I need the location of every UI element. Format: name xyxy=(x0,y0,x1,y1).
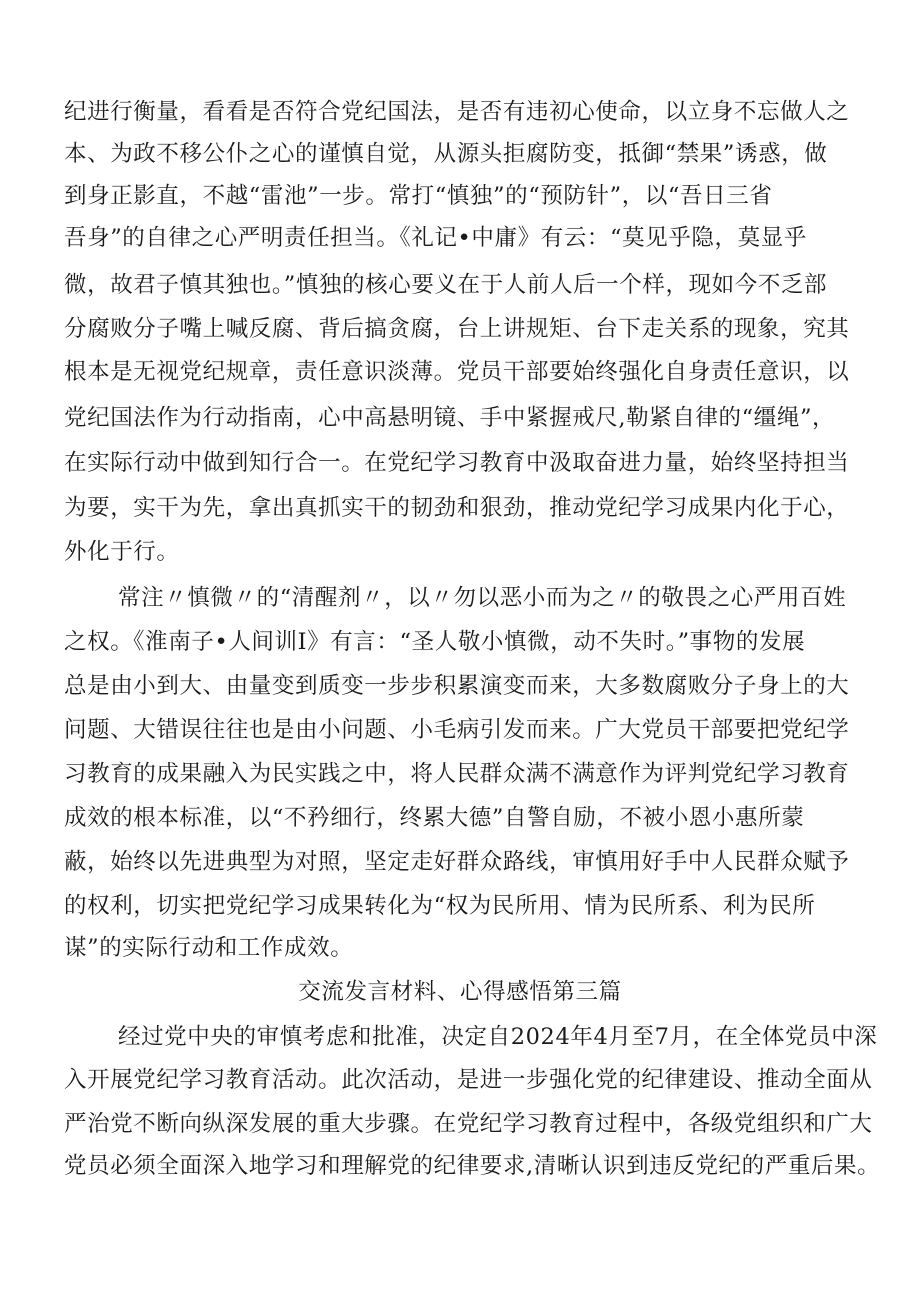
text-line: 为要，实干为先，拿出真抓实干的韧劲和狠劲，推动党纪学习成果内化于心， xyxy=(64,495,850,521)
text-line: 总是由小到大、由量变到质变一步步积累演变而来，大多数腐败分子身上的大 xyxy=(64,673,850,699)
text-line: 外化于行。 xyxy=(64,539,180,565)
text-line: 习教育的成果融入为民实践之中，将人民群众满不满意作为评判党纪学习教育 xyxy=(64,761,850,787)
text-line: 谋”的实际行动和工作成效。 xyxy=(64,935,354,961)
text-line: 在实际行动中做到知行合一。在党纪学习教育中汲取奋进力量，始终坚持担当 xyxy=(64,450,850,476)
text-line: 蔽，始终以先进典型为对照，坚定走好群众路线，审慎用好手中人民群众赋予 xyxy=(64,849,850,875)
text-line: 的权利，切实把党纪学习成果转化为“权为民所用、情为民所系、利为民所 xyxy=(64,893,816,919)
text-line: 入开展党纪学习教育活动。此次活动，是进一步强化党的纪律建设、推动全面从 xyxy=(64,1067,873,1093)
text-line: 到身正影直，不越“雷池”一步。常打“慎独”的“预防针”，以“吾日三省 xyxy=(64,183,773,209)
text-line: 根本是无视党纪规章，责任意识淡薄。党员干部要始终强化自身责任意识，以 xyxy=(64,359,850,385)
text-line: 吾身”的自律之心严明责任担当。《礼记•中庸》有云：“莫见乎隐，莫显乎 xyxy=(64,225,807,251)
text-line: 经过党中央的审慎考虑和批准，决定自2024年4月至7月，在全体党员中深 xyxy=(118,1024,878,1050)
text-line: 纪进行衡量，看看是否符合党纪国法，是否有违初心使命，以立身不忘做人之 xyxy=(64,99,850,125)
text-line: 党员必须全面深入地学习和理解党的纪律要求,清晰认识到违反党纪的严重后果。 xyxy=(64,1153,881,1179)
text-line: 本、为政不移公仆之心的谨慎自觉，从源头拒腐防变，抵御“禁果”诱惑，做 xyxy=(64,141,828,167)
text-line: 成效的根本标准，以“不矜细行，终累大德”自警自励，不被小恩小惠所蒙 xyxy=(64,805,805,831)
text-line: 问题、大错误往往也是由小问题、小毛病引发而来。广大党员干部要把党纪学 xyxy=(64,717,850,743)
text-line: 分腐败分子嘴上喊反腐、背后搞贪腐，台上讲规矩、台下走关系的现象，究其 xyxy=(64,316,850,342)
text-line: 常注〃慎微〃的“清醒剂〃，以〃勿以恶小而为之〃的敬畏之心严用百姓 xyxy=(118,585,847,611)
section-heading: 交流发言材料、心得感悟第三篇 xyxy=(298,979,622,1005)
text-line: 微，故君子慎其独也。”慎独的核心要义在于人前人后一个样，现如今不乏部 xyxy=(64,272,828,298)
text-line: 党纪国法作为行动指南，心中高悬明镜、手中紧握戒尺,勒紧自律的“缰绳”， xyxy=(64,405,836,431)
text-line: 之权。《淮南子•人间训I》有言：“圣人敬小慎微，动不失时。”事物的发展 xyxy=(64,629,806,655)
text-line: 严治党不断向纵深发展的重大步骤。在党纪学习教育过程中，各级党组织和广大 xyxy=(64,1111,873,1137)
